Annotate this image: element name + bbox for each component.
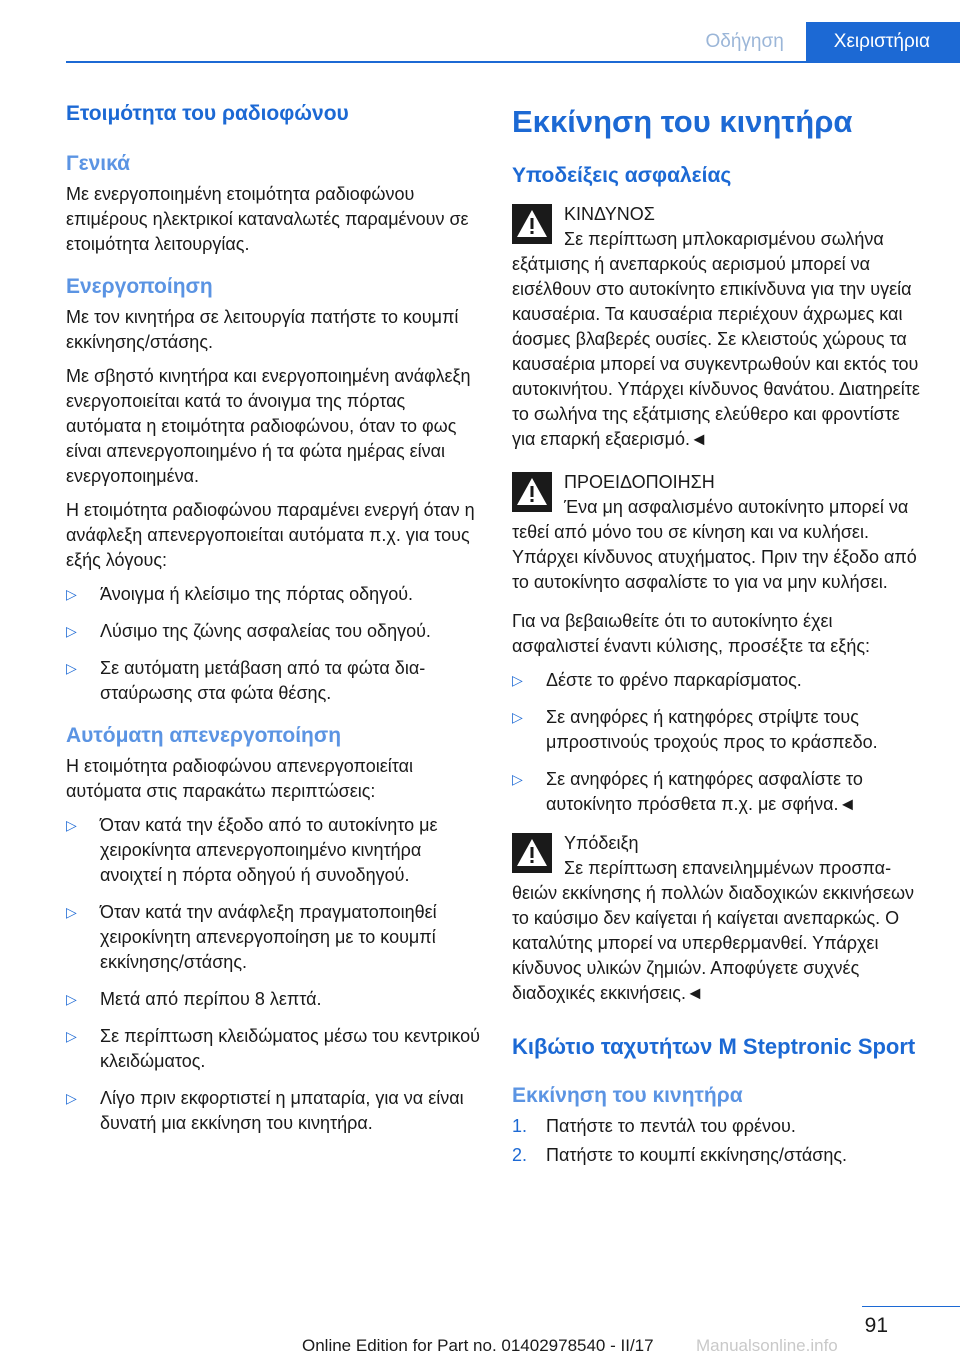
footer-divider xyxy=(862,1306,960,1307)
caution-title: ΠΡΟΕΙΔΟΠΟΙΗΣΗ xyxy=(564,472,715,492)
triangle-bullet-icon: ▷ xyxy=(66,904,77,920)
header-divider xyxy=(66,61,960,63)
warning-triangle-icon xyxy=(512,833,552,873)
activation-list xyxy=(66,582,482,706)
engine-start-title: Εκκίνηση του κινητήρα xyxy=(512,104,853,139)
list-item: ▷ Λίγο πριν εκφορτιστεί η μπαταρία, για να είναι δυνατή μια εκκίνηση του κινητήρα. xyxy=(66,1088,464,1133)
danger-text: Σε περίπτωση μπλοκαρισμένου σωλήνα εξάτμισης ή ανεπαρκούς αερισμού μπορεί να εισέλθουν στο αυτοκίνητο επικίνδυνα για την υγεία καυσαέρια. Τα καυσαέρια περιέχουν άχρωμες και άοσμες βλαβερές ουσίες. Σε κλειστούς χώρους τα καυσαέρια μπορεί να συγκεντρωθούν και εκτός του αυτοκινήτου. Υπάρχει κίνδυνος θανάτου. Διατηρείτε το σωλήνα της εξάτμισης ελεύθερο και φροντίστε για επαρκή εξαερισμό.◄ xyxy=(512,229,920,449)
triangle-bullet-icon: ▷ xyxy=(512,709,523,725)
warning-triangle-icon xyxy=(512,472,552,512)
list-item: ▷ Σε αυτόματη μετάβαση από τα φώτα διασταύρωσης στα φώτα θέσης. xyxy=(66,658,426,703)
triangle-bullet-icon: ▷ xyxy=(66,623,77,639)
safety-heading: Υποδείξεις ασφαλείας xyxy=(512,164,732,187)
caution-notice xyxy=(512,470,924,595)
right-column xyxy=(512,100,924,1172)
hint-notice xyxy=(512,831,924,1006)
start-steps-list xyxy=(512,1114,924,1168)
hint-title: Υπόδειξη xyxy=(564,833,639,853)
watermark: Manualsonline.info xyxy=(696,1336,838,1355)
tab-driving[interactable]: Οδήγηση xyxy=(683,22,805,62)
triangle-bullet-icon: ▷ xyxy=(66,1028,77,1044)
warning-triangle-icon xyxy=(512,204,552,244)
list-item: 2. Πατήστε το κουμπί εκκίνησης/στάσης. xyxy=(512,1143,924,1168)
danger-notice xyxy=(512,202,924,452)
tab-controls[interactable]: Χειριστήρια xyxy=(806,22,960,62)
hint-text: Σε περίπτωση επανειλημμένων προσπαθειών εκκίνησης ή πολλών διαδοχικών εκκινήσεων το καύσιμο δεν καίγεται ή καίγεται ανεπαρκώς. Ο καταλύτης μπορεί να υπερθερμανθεί. Υπάρχει κίνδυνος υλικών ζημιών. Αποφύγετε συχνές διαδοχικές εκκινήσεις.◄ xyxy=(512,858,915,1003)
danger-title: ΚΙΝΔΥΝΟΣ xyxy=(564,204,655,224)
triangle-bullet-icon: ▷ xyxy=(66,817,77,833)
auto-off-list xyxy=(66,813,482,1136)
list-item: ▷ Όταν κατά την έξοδο από το αυτοκίνητο με χειροκίνητα απενεργοποιημένο κινητήρα ανοιχτεί η πόρτα οδηγού ή συνοδηγού. xyxy=(66,815,438,885)
activation-heading: Ενεργοποίηση xyxy=(66,275,213,298)
activation-text-2: Με σβηστό κινητήρα και ενεργοποιημένη ανάφλεξη ενεργοποιείται κατά το άνοιγμα της πόρτας αυτόματα η ετοιμότητα ραδιοφώνου, όταν το φως είναι απενεργοποιημένο ή τα φώτα ημέρας είναι ενεργοποιημένα. xyxy=(66,366,471,486)
activation-text-3: Η ετοιμότητα ραδιοφώνου παραμένει ενεργή όταν η ανάφλεξη απενεργοποιείται αυτόματα π.χ. για τους εξής λόγους: xyxy=(66,500,475,570)
edition-note: Online Edition for Part no. 01402978540 - II/17 xyxy=(302,1336,654,1355)
header-tabs xyxy=(683,22,960,62)
list-item: 1. Πατήστε το πεντάλ του φρένου. xyxy=(512,1114,924,1139)
general-text: Με ενεργοποιημένη ετοιμότητα ραδιοφώνου επιμέρους ηλεκτρικοί καταναλωτές παραμένουν σε ετοιμότητα λειτουργίας. xyxy=(66,184,469,254)
secure-list xyxy=(512,668,924,817)
list-item: ▷ Σε περίπτωση κλειδώματος μέσω του κεντρικού κλειδώματος. xyxy=(66,1026,480,1071)
secure-intro-text: Για να βεβαιωθείτε ότι το αυτοκίνητο έχει ασφαλιστεί έναντι κύλισης, προσέξτε τα εξής: xyxy=(512,611,871,656)
list-item: ▷ Άνοιγμα ή κλείσιμο της πόρτας οδηγού. xyxy=(66,582,482,607)
list-item: ▷ Μετά από περίπου 8 λεπτά. xyxy=(66,987,482,1012)
activation-text-1: Με τον κινητήρα σε λειτουργία πατήστε το κουμπί εκκίνησης/στάσης. xyxy=(66,307,459,352)
list-item: ▷ Όταν κατά την ανάφλεξη πραγματοποιηθεί χειροκίνητη απενεργοποίηση με το κουμπί εκκίνησης/στάσης. xyxy=(66,902,437,972)
triangle-bullet-icon: ▷ xyxy=(66,586,77,602)
triangle-bullet-icon: ▷ xyxy=(66,991,77,1007)
left-column xyxy=(66,100,482,1148)
list-item: ▷ Λύσιμο της ζώνης ασφαλείας του οδηγού. xyxy=(66,619,482,644)
gearbox-heading: Κιβώτιο ταχυτήτων M Steptronic Sport xyxy=(512,1034,916,1059)
radio-readiness-title: Ετοιμότητα του ραδιοφώνου xyxy=(66,102,349,125)
step-number: 1. xyxy=(512,1116,528,1136)
start-engine-subheading: Εκκίνηση του κινητήρα xyxy=(512,1084,743,1107)
page-number: 91 xyxy=(864,1314,888,1337)
triangle-bullet-icon: ▷ xyxy=(512,672,523,688)
triangle-bullet-icon: ▷ xyxy=(66,660,77,676)
triangle-bullet-icon: ▷ xyxy=(512,771,523,787)
list-item: ▷ Σε ανηφόρες ή κατηφόρες στρίψτε τους μπροστινούς τροχούς προς το κράσπεδο. xyxy=(512,707,878,752)
list-item: ▷ Σε ανηφόρες ή κατηφόρες ασφαλίστε το αυτοκίνητο πρόσθετα π.χ. με σφήνα.◄ xyxy=(512,769,863,814)
caution-text: Ένα μη ασφαλισμένο αυτοκίνητο μπορεί να τεθεί από μόνο του σε κίνηση και να κυλήσει. Υπάρχει κίνδυνος ατυχήματος. Πριν την έξοδο από το αυτοκίνητο ασφαλίστε το για να μην κυλήσει. xyxy=(512,497,917,592)
auto-off-text: Η ετοιμότητα ραδιοφώνου απενεργοποιείται αυτόματα στις παρακάτω περιπτώσεις: xyxy=(66,756,413,801)
triangle-bullet-icon: ▷ xyxy=(66,1090,77,1106)
general-heading: Γενικά xyxy=(66,152,131,175)
list-item: ▷ Δέστε το φρένο παρκαρίσματος. xyxy=(512,668,924,693)
auto-off-heading: Αυτόματη απενεργοποίηση xyxy=(66,724,342,747)
step-number: 2. xyxy=(512,1145,528,1165)
